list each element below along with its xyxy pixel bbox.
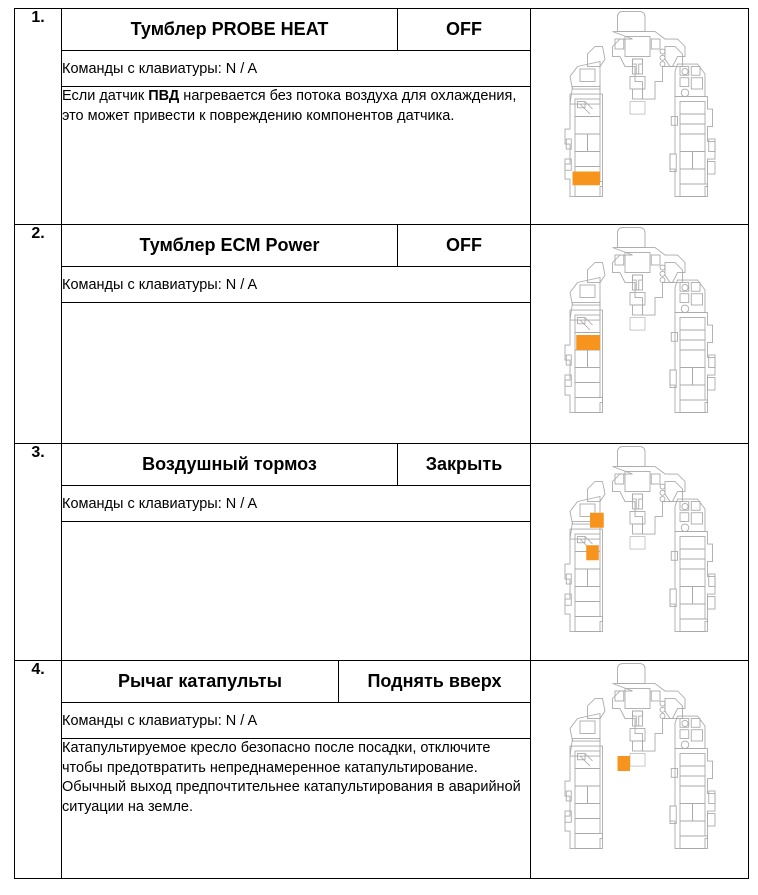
description-before: Если датчик <box>62 88 149 104</box>
highlight-probe-heat-switch <box>572 172 600 186</box>
row-number: 4. <box>15 661 62 879</box>
checklist-table <box>14 8 749 879</box>
action-title <box>62 9 398 51</box>
row-inner-table <box>62 225 530 443</box>
description-after: нагревается без потока воздуха для охлаждения, это может привести к повреждению компонентов датчика. <box>62 88 517 124</box>
description <box>62 739 530 879</box>
action-title <box>62 444 398 486</box>
highlight-airbrake-switch <box>586 545 599 560</box>
action-title-prefix: Тумблер <box>139 235 221 255</box>
action-title <box>62 225 398 267</box>
description-text <box>62 87 530 126</box>
description-text: Катапультируемое кресло безопасно после посадки, отключите чтобы предотвратить непреднамеренное катапультирование. Обычный выход предпочтительнее катапультирования в аварийной ситуации на земле. <box>62 740 521 815</box>
cockpit-diagram-cell <box>531 444 749 661</box>
row-number: 1. <box>15 9 62 225</box>
table-row <box>15 9 749 225</box>
highlight-group <box>572 172 600 186</box>
cockpit-diagram <box>531 661 748 878</box>
keyboard-commands: Команды с клавиатуры: N / A <box>62 486 530 522</box>
action-title-prefix: Воздушный тормоз <box>142 454 317 474</box>
row-body <box>62 9 531 225</box>
cockpit-schematic-svg <box>540 9 740 219</box>
state-value: OFF <box>398 225 531 267</box>
action-title-prefix: Рычаг катапульты <box>118 671 282 691</box>
state-value: Поднять вверх <box>339 661 531 703</box>
row-number: 2. <box>15 225 62 444</box>
description <box>62 87 530 225</box>
table-row <box>15 661 749 879</box>
row-body <box>62 444 531 661</box>
row-body <box>62 661 531 879</box>
highlight-group <box>576 335 600 350</box>
cockpit-diagram-cell <box>531 661 749 879</box>
highlight-ecm-power-switch <box>576 335 600 350</box>
cockpit-diagram <box>531 9 748 224</box>
row-inner-table <box>62 9 530 224</box>
cockpit-diagram-cell <box>531 9 749 225</box>
cockpit-schematic-svg <box>540 225 740 435</box>
highlight-group <box>586 513 604 561</box>
highlight-airbrake-indicator <box>590 513 604 528</box>
table-row <box>15 444 749 661</box>
description <box>62 522 530 661</box>
row-inner-table <box>62 444 530 660</box>
cockpit-schematic-svg <box>540 444 740 654</box>
cockpit-diagram-cell <box>531 225 749 444</box>
keyboard-commands: Команды с клавиатуры: N / A <box>62 703 530 739</box>
action-title-prefix: Тумблер <box>130 19 212 39</box>
table-row <box>15 225 749 444</box>
keyboard-commands: Команды с клавиатуры: N / A <box>62 51 530 87</box>
keyboard-commands: Команды с клавиатуры: N / A <box>62 267 530 303</box>
row-inner-table <box>62 661 530 878</box>
highlight-group <box>617 756 630 771</box>
row-body <box>62 225 531 444</box>
row-number: 3. <box>15 444 62 661</box>
state-value: Закрыть <box>398 444 531 486</box>
highlight-ejection-handle <box>617 756 630 771</box>
cockpit-diagram <box>531 225 748 443</box>
cockpit-diagram <box>531 444 748 660</box>
state-value: OFF <box>398 9 531 51</box>
description <box>62 303 530 444</box>
action-title <box>62 661 339 703</box>
cockpit-schematic-svg <box>540 661 740 871</box>
action-title-strong: ECM Power <box>220 235 320 255</box>
action-title-strong: PROBE HEAT <box>211 19 329 39</box>
description-bold: ПВД <box>148 88 180 104</box>
